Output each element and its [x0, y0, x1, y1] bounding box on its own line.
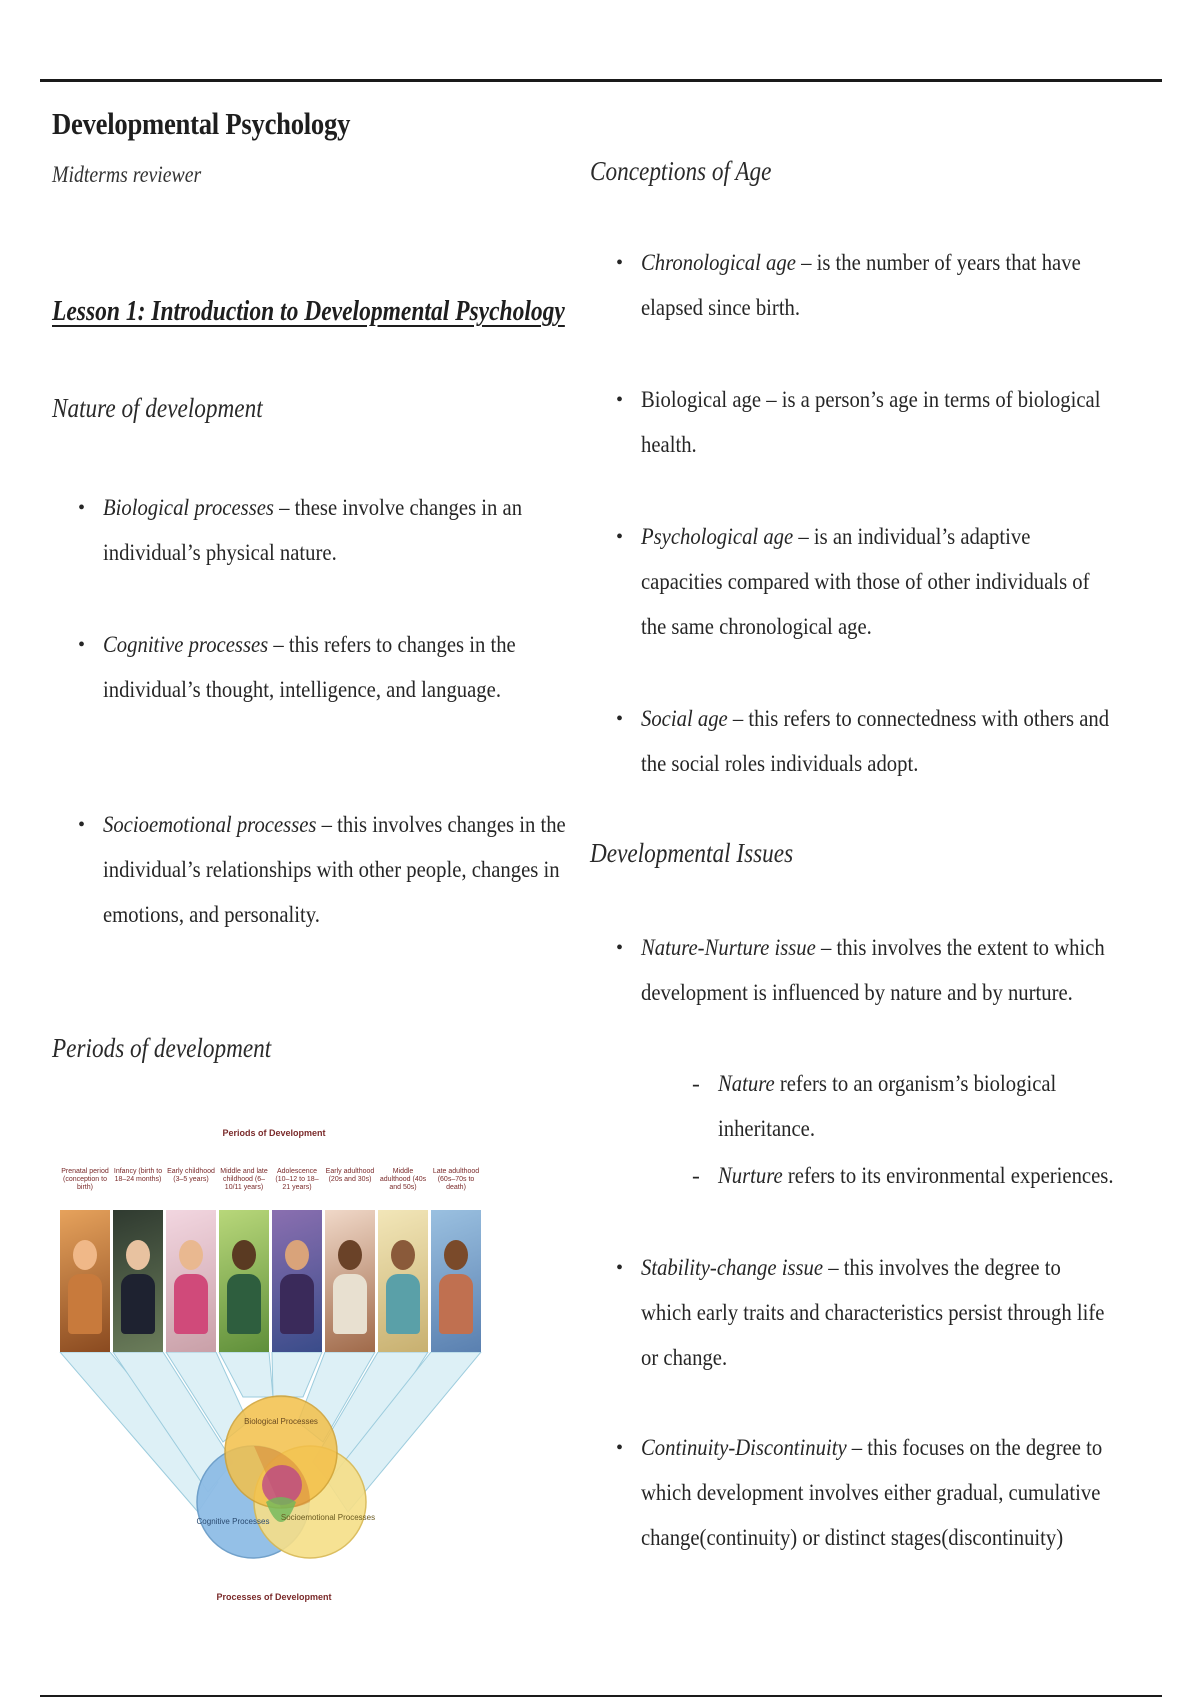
stage-label: Prenatal period (conception to birth) [61, 1168, 109, 1191]
process-label: Socioemotional Processes [280, 1513, 376, 1522]
definition: – this focuses on the degree to which development involves either gradual, cumulative change(continuity) or distinct stages(discontinuity) [641, 1435, 1103, 1551]
definition: refers to an organism’s biological inheritance. [718, 1071, 1057, 1142]
document-title: Developmental Psychology [52, 106, 351, 141]
list-item: • Nature-Nurture issue – this involves the extent to which development is influenced by nature and by nurture. [616, 935, 1105, 1006]
definition: – is an individual’s adaptive capacities compared with those of other individuals of the same chronological age. [641, 524, 1090, 640]
stage-photo [431, 1210, 481, 1352]
section-heading-nature: Nature of development [52, 393, 263, 423]
definition: – this involves changes in the individual’s relationships with other people, changes in emotions, and personality. [103, 812, 566, 928]
term: Continuity-Discontinuity [641, 1435, 847, 1461]
term: Socioemotional processes [103, 812, 317, 838]
term: Social age [641, 706, 728, 732]
lesson-heading: Lesson 1: Introduction to Developmental Psychology [52, 296, 565, 327]
periods-figure [58, 1128, 490, 1608]
section-heading-issues: Developmental Issues [590, 838, 794, 868]
list-item: • Stability-change issue – this involves the degree to which early traits and characteristics persist through life or change. [616, 1255, 1105, 1371]
list-item: • Psychological age – is an individual’s adaptive capacities compared with those of other individuals of the same chronological age. [616, 524, 1090, 640]
section-heading-age: Conceptions of Age [590, 156, 772, 186]
term: Stability-change issue [641, 1255, 824, 1281]
stage-label: Early childhood (3–5 years) [167, 1168, 215, 1183]
stage-label: Infancy (birth to 18–24 months) [113, 1168, 163, 1183]
term: Biological age [641, 387, 762, 413]
list-item: • Social age – this refers to connectedness with others and the social roles individuals adopt. [616, 706, 1110, 777]
sub-list-item: - Nurture refers to its environmental experiences. [692, 1163, 1114, 1189]
definition: – this refers to changes in the individual’s thought, intelligence, and language. [103, 632, 516, 703]
stage-label: Early adulthood (20s and 30s) [325, 1168, 375, 1183]
list-item: • Biological processes – these involve changes in an individual’s physical nature. [78, 495, 523, 566]
list-item: • Cognitive processes – this refers to changes in the individual’s thought, intelligence, and language. [78, 632, 516, 703]
term: Nature-Nurture issue [641, 935, 816, 961]
list-item: • Continuity-Discontinuity – this focuses on the degree to which development involves either gradual, cumulative change(continuity) or distinct stages(discontinuity) [616, 1435, 1103, 1551]
sub-list-item: - Nature refers to an organism’s biological inheritance. [692, 1071, 1057, 1142]
process-label: Cognitive Processes [196, 1517, 270, 1526]
bottom-rule [40, 1695, 1162, 1697]
term: Chronological age [641, 250, 796, 276]
definition: – is the number of years that have elapsed since birth. [641, 250, 1081, 321]
definition: – is a person’s age in terms of biological health. [641, 387, 1101, 458]
processes-diagram [58, 1352, 490, 1592]
list-item: • Socioemotional processes – this involves changes in the individual’s relationships with other people, changes in emotions, and personality. [78, 812, 566, 928]
term: Biological processes [103, 495, 274, 521]
list-item: • Biological age – is a person’s age in terms of biological health. [616, 387, 1101, 458]
stage-photo [60, 1210, 110, 1352]
top-rule [40, 79, 1162, 82]
process-label: Biological Processes [244, 1417, 318, 1426]
stage-label: Middle and late childhood (6–10/11 years) [220, 1168, 268, 1191]
stage-label: Late adulthood (60s–70s to death) [432, 1168, 480, 1191]
stage-label: Middle adulthood (40s and 50s) [379, 1168, 427, 1191]
definition: refers to its environmental experiences. [782, 1163, 1114, 1189]
stage-labels [58, 1168, 490, 1208]
term: Nature [718, 1071, 775, 1097]
section-heading-periods: Periods of development [52, 1033, 272, 1063]
stage-photo [219, 1210, 269, 1352]
list-item: • Chronological age – is the number of years that have elapsed since birth. [616, 250, 1081, 321]
stage-label: Adolescence (10–12 to 18–21 years) [275, 1168, 319, 1191]
term: Cognitive processes [103, 632, 269, 658]
stage-photo [166, 1210, 216, 1352]
figure-title: Periods of Development [222, 1128, 326, 1138]
stage-photo [325, 1210, 375, 1352]
definition: – this involves the extent to which development is influenced by nature and by nurture. [641, 935, 1105, 1006]
stage-photo [272, 1210, 322, 1352]
stage-photo [113, 1210, 163, 1352]
term: Psychological age [641, 524, 794, 550]
figure-footer: Processes of Development [216, 1592, 332, 1602]
stage-photos [58, 1210, 490, 1352]
definition: – these involve changes in an individual’s physical nature. [103, 495, 523, 566]
stage-photo [378, 1210, 428, 1352]
document-subtitle: Midterms reviewer [52, 162, 202, 187]
definition: – this involves the degree to which early traits and characteristics persist through life or change. [641, 1255, 1105, 1371]
term: Nurture [718, 1163, 783, 1189]
definition: – this refers to connectedness with others and the social roles individuals adopt. [641, 706, 1110, 777]
